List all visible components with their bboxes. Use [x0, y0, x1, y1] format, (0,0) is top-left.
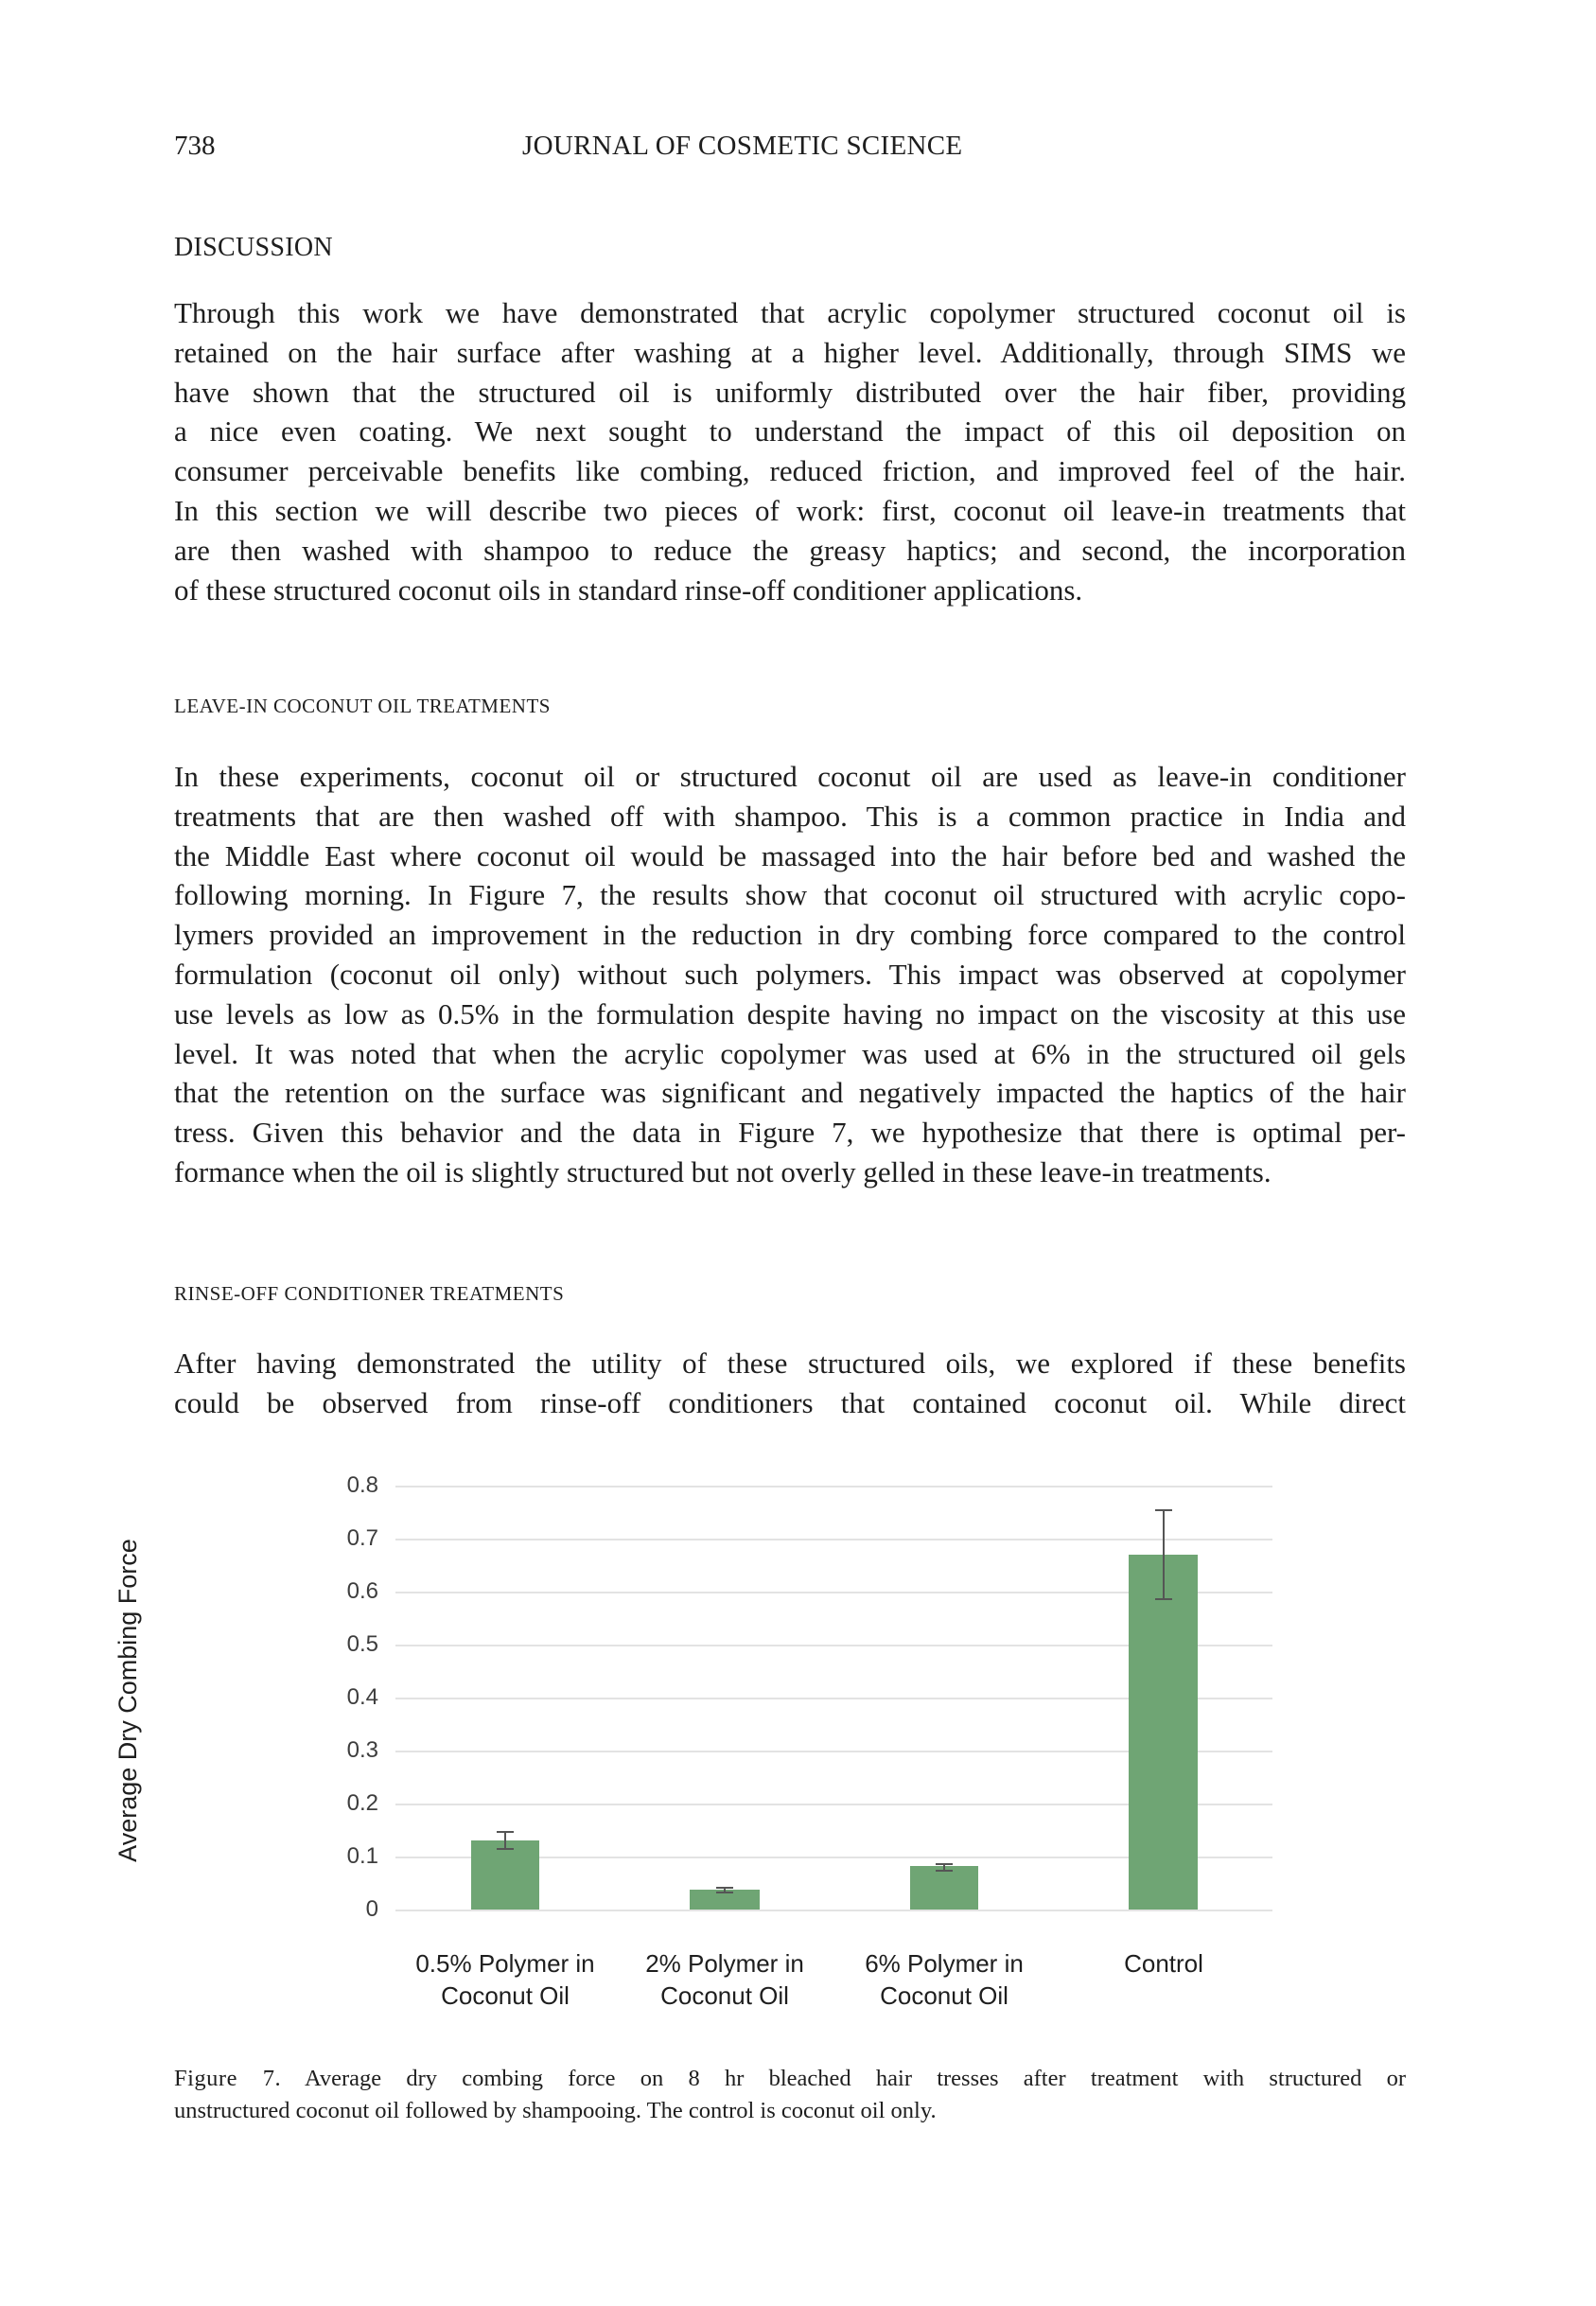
label-line: Coconut Oil: [660, 1981, 789, 2010]
error-cap-top: [936, 1863, 953, 1865]
y-tick-label: 0: [365, 1896, 378, 1922]
paragraph-leave-in: [174, 757, 1406, 1192]
bar-0.5pct-polymer: [471, 1840, 539, 1910]
x-category-label: [396, 1947, 614, 2012]
text-line: After having demonstrated the utility of these structured oils, we explored if these benefits: [174, 1347, 1406, 1380]
journal-title: JOURNAL OF COSMETIC SCIENCE: [522, 131, 963, 161]
gridline-0.7: [395, 1539, 1272, 1540]
y-axis-title: Average Dry Combing Force: [114, 1539, 142, 1862]
text-line: following morning. In Figure 7, the results show that coconut oil structured with acrylic copo-: [174, 878, 1406, 912]
label-line: 6% Polymer in: [865, 1949, 1024, 1978]
y-tick-label: 0.7: [346, 1525, 378, 1551]
gridline-0.1: [395, 1857, 1272, 1858]
error-bar-6pct: [943, 1863, 945, 1871]
caption-line: [174, 2063, 1406, 2095]
gridline-0.5: [395, 1645, 1272, 1646]
text-line: the Middle East where coconut oil would be massaged into the hair before bed and washed the: [174, 838, 1406, 872]
caption-text: Average dry combing force on 8 hr bleached hair tresses after treatment with structured or: [304, 2066, 1406, 2091]
error-cap-bottom: [936, 1870, 953, 1872]
running-head: [174, 131, 1404, 168]
text-line: could be observed from rinse-off conditioners that contained coconut oil. While direct: [174, 1385, 1406, 1419]
error-cap-bottom: [716, 1892, 733, 1893]
text-line: In this section we will describe two pieces of work: first, coconut oil leave-in treatments that: [174, 493, 1406, 527]
x-category-label: [616, 1947, 833, 2012]
text-line: level. It was noted that when the acrylic copolymer was used at 6% in the structured oil gels: [174, 1036, 1406, 1070]
y-tick-label: 0.1: [346, 1843, 378, 1869]
x-category-label: [835, 1947, 1053, 2012]
gridline-0.3: [395, 1751, 1272, 1752]
paragraph-discussion: [174, 293, 1406, 609]
gridline-0.6: [395, 1592, 1272, 1593]
caption-line: unstructured coconut oil followed by shampooing. The control is coconut oil only.: [174, 2098, 937, 2123]
error-bar-control: [1163, 1509, 1165, 1599]
text-line: use levels as low as 0.5% in the formulation despite having no impact on the viscosity at this use: [174, 996, 1406, 1030]
gridline-0.2: [395, 1804, 1272, 1805]
y-tick-label: 0.8: [346, 1472, 378, 1498]
caption-label: Figure 7.: [174, 2066, 282, 2091]
y-tick-label: 0.5: [346, 1631, 378, 1657]
page-number: 738: [174, 131, 216, 161]
text-line: treatments that are then washed off with shampoo. This is a common practice in India and: [174, 799, 1406, 833]
subsection-heading-rinse-off: RINSE-OFF CONDITIONER TREATMENTS: [174, 1282, 565, 1305]
y-tick-label: 0.2: [346, 1790, 378, 1816]
error-cap-top: [716, 1887, 733, 1889]
bar-2pct-polymer: [690, 1890, 760, 1910]
section-heading-discussion: DISCUSSION: [174, 233, 333, 262]
bar-6pct-polymer: [910, 1866, 978, 1910]
error-bar-0.5pct: [504, 1831, 506, 1850]
text-line: In these experiments, coconut oil or structured coconut oil are used as leave-in conditioner: [174, 760, 1406, 793]
label-line: 2% Polymer in: [645, 1949, 804, 1978]
y-tick-label: 0.3: [346, 1737, 378, 1763]
y-tick-label: 0.4: [346, 1684, 378, 1710]
error-cap-bottom: [1155, 1598, 1172, 1600]
text-line: formance when the oil is slightly structured but not overly gelled in these leave-in treatments.: [174, 1154, 1272, 1188]
text-line: a nice even coating. We next sought to understand the impact of this oil deposition on: [174, 414, 1406, 449]
gridline-0.4: [395, 1698, 1272, 1699]
error-cap-top: [497, 1831, 514, 1833]
x-axis-baseline: [395, 1910, 1272, 1911]
label-line: 0.5% Polymer in: [415, 1949, 595, 1978]
text-line: lymers provided an improvement in the reduction in dry combing force compared to the control: [174, 918, 1406, 952]
x-category-label: [1055, 1947, 1272, 1980]
error-cap-bottom: [497, 1848, 514, 1850]
label-line: Coconut Oil: [880, 1981, 1008, 2010]
text-line: that the retention on the surface was significant and negatively impacted the haptics of the hair: [174, 1076, 1406, 1110]
text-line: retained on the hair surface after washing at a higher level. Additionally, through SIMS we: [174, 335, 1406, 369]
paragraph-rinse-off: [174, 1344, 1406, 1423]
text-line: formulation (coconut oil only) without such polymers. This impact was observed at copolymer: [174, 957, 1406, 991]
text-line: consumer perceivable benefits like combing, reduced friction, and improved feel of the hair.: [174, 454, 1406, 488]
error-bar-2pct: [724, 1887, 726, 1892]
error-cap-top: [1155, 1509, 1172, 1511]
text-line: are then washed with shampoo to reduce the greasy haptics; and second, the incorporation: [174, 533, 1406, 567]
bar-control: [1129, 1555, 1198, 1910]
text-line: of these structured coconut oils in standard rinse-off conditioner applications.: [174, 572, 1083, 607]
text-line: have shown that the structured oil is uniformly distributed over the hair fiber, providing: [174, 375, 1406, 409]
gridline-0.8: [395, 1486, 1272, 1487]
text-line: Through this work we have demonstrated that acrylic copolymer structured coconut oil is: [174, 296, 1406, 329]
subsection-heading-leave-in: LEAVE-IN COCONUT OIL TREATMENTS: [174, 695, 551, 717]
figure-caption: [174, 2063, 1406, 2127]
text-line: tress. Given this behavior and the data in Figure 7, we hypothesize that there is optimal per-: [174, 1116, 1406, 1150]
y-tick-label: 0.6: [346, 1578, 378, 1604]
label-line: Coconut Oil: [441, 1981, 570, 2010]
label-line: Control: [1124, 1949, 1203, 1978]
